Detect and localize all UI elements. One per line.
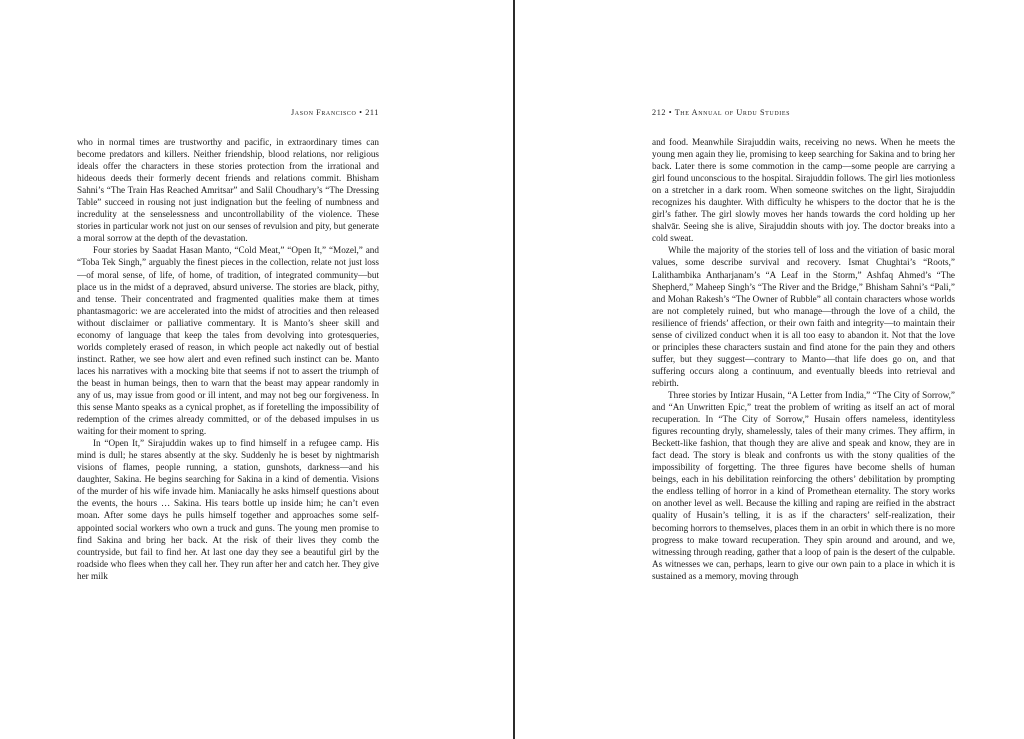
right-paragraph-1: and food. Meanwhile Sirajuddin waits, receiving no news. When he meets the young men again they lie, promising to keep searching for Sakina and to bring her back. Later there is some commotion in the camp—some people are carrying a girl found unconscious to the hospital. Sirajuddin follows. The girl lies motionless on a stretcher in a dark room. When someone switches on the light, Sirajuddin recognizes his daughter. With difficulty he whispers to the doctor that he is the girl’s father. The girl slowly moves her hands towards the cord holding up her shalvār. Seeing she is alive, Sirajuddin shouts with joy. The doctor breaks into a cold sweat. (652, 137, 955, 244)
left-running-head: Jason Francisco • 211 (291, 108, 379, 117)
left-body-text (77, 136, 379, 582)
left-paragraph-3: In “Open It,” Sirajuddin wakes up to find himself in a refugee camp. His mind is dull; he stares absently at the sky. Suddenly he is beset by nightmarish visions of flames, people running, a station, gunshots, darkness—and his daughter, Sakina. He begins searching for Sakina in a kind of dementia. Visions of the murder of his wife invade him. Maniacally he asks himself questions about the events, the hours … Sakina. His tears bottle up inside him; he can’t even moan. After some days he pulls himself together and approaches some self-appointed social workers who own a truck and guns. The young men promise to find Sakina and bring her back. At the risk of their lives they comb the countryside, but fail to find her. At last one day they see a beautiful girl by the roadside who flees when they call her. They run after her and catch her. They give her milk (77, 438, 379, 581)
right-body-text (652, 136, 955, 582)
page-gutter-divider (513, 0, 515, 739)
right-running-head: 212 • The Annual of Urdu Studies (652, 108, 791, 117)
left-page (77, 0, 379, 739)
right-paragraph-3: Three stories by Intizar Husain, “A Letter from India,” “The City of Sorrow,” and “An Unwritten Epic,” treat the problem of writing as itself an act of moral recuperation. In “The City of Sorrow,” Husain offers nameless, identityless figures recounting dryly, shamelessly, tales of their many crimes. They affirm, in Beckett-like fashion, that though they are alive and speak and know, they are in fact dead. The story is bleak and confronts us with the stony qualities of the impossibility of forgetting. The three figures have become shells of human beings, each in his debilitation reinforcing the others’ debilitation by prompting the endless telling of horror in a kind of Promethean eternality. The story works on another level as well. Because the killing and raping are reified in the abstract quality of Husain’s telling, it is as if the characters’ self-realization, their becoming horrors to themselves, places them in an orbit in which there is no more progress to make toward recuperation. They spin around and around, and we, witnessing through reading, gather that a loop of pain is the desert of the culpable. As witnesses we can, perhaps, learn to give our own pain to a place in which it is sustained as a memory, moving through (652, 389, 955, 581)
right-paragraph-2: While the majority of the stories tell of loss and the vitiation of basic moral values, some describe survival and recovery. Ismat Chughtai’s “Roots,” Lalithambika Antharjanam’s “A Leaf in the Storm,” Ashfaq Ahmed’s “The Shepherd,” Maheep Singh’s “The River and the Bridge,” Bhisham Sahni’s “Pali,” and Mohan Rakesh’s “The Owner of Rubble” all contain characters whose worlds are not completely ruined, but who manage—through the love of a child, the resilience of friends’ affection, or their own faith and integrity—to maintain their sense of civilized conduct when it is all too easy to abandon it. Not that the love or principles these characters sustain and find atone for the pain they and others suffer, but they suggest—contrary to Manto—that life does go on, and that suffering occurs along a continuum, and eventually bleeds into retrieval and rebirth. (652, 245, 955, 388)
right-page (652, 0, 955, 739)
left-paragraph-2: Four stories by Saadat Hasan Manto, “Cold Meat,” “Open It,” “Mozel,” and “Toba Tek Singh,” arguably the finest pieces in the collection, relate not just loss—of moral sense, of life, of home, of tradition, of integrated community—but place us in the midst of a depraved, absurd universe. The stories are black, pithy, and tense. Their concentrated and fragmented qualities make them at times phantasmagoric: we are accelerated into the midst of atrocities and then released without disclaimer or palliative commentary. It is Manto’s sheer skill and economy of language that keep the tales from devolving into grotesqueries, worlds completely erased of reason, in which people act nakedly out of bestial instinct. Rather, we see how alert and even refined such instinct can be. Manto laces his narratives with a mocking bite that seems if not to assert the triumph of the beast in human beings, then to warn that the beast may appear randomly in any of us, may issue from good or ill intent, and may not beg our forgiveness. In this sense Manto speaks as a cynical prophet, as if foretelling the impossibility of redemption of the crimes already committed, or of the debased impulses in us waiting for their moment to spring. (77, 245, 379, 437)
left-paragraph-1: who in normal times are trustworthy and pacific, in extraordinary times can become predators and killers. Neither friendship, blood relations, nor religious ideals offer the characters in these stories protection from the irrational and hideous deeds their formerly decent friends and relations commit. Bhisham Sahni’s “The Train Has Reached Amritsar” and Salil Choudhary’s “The Dressing Table” succeed in rousing not just indignation but the feeling of numbness and incredulity at the senselessness and uncontrollability of the violence. These stories in particular work not just on our senses of revulsion and pity, but generate a moral sorrow at the depth of the devastation. (77, 137, 379, 244)
